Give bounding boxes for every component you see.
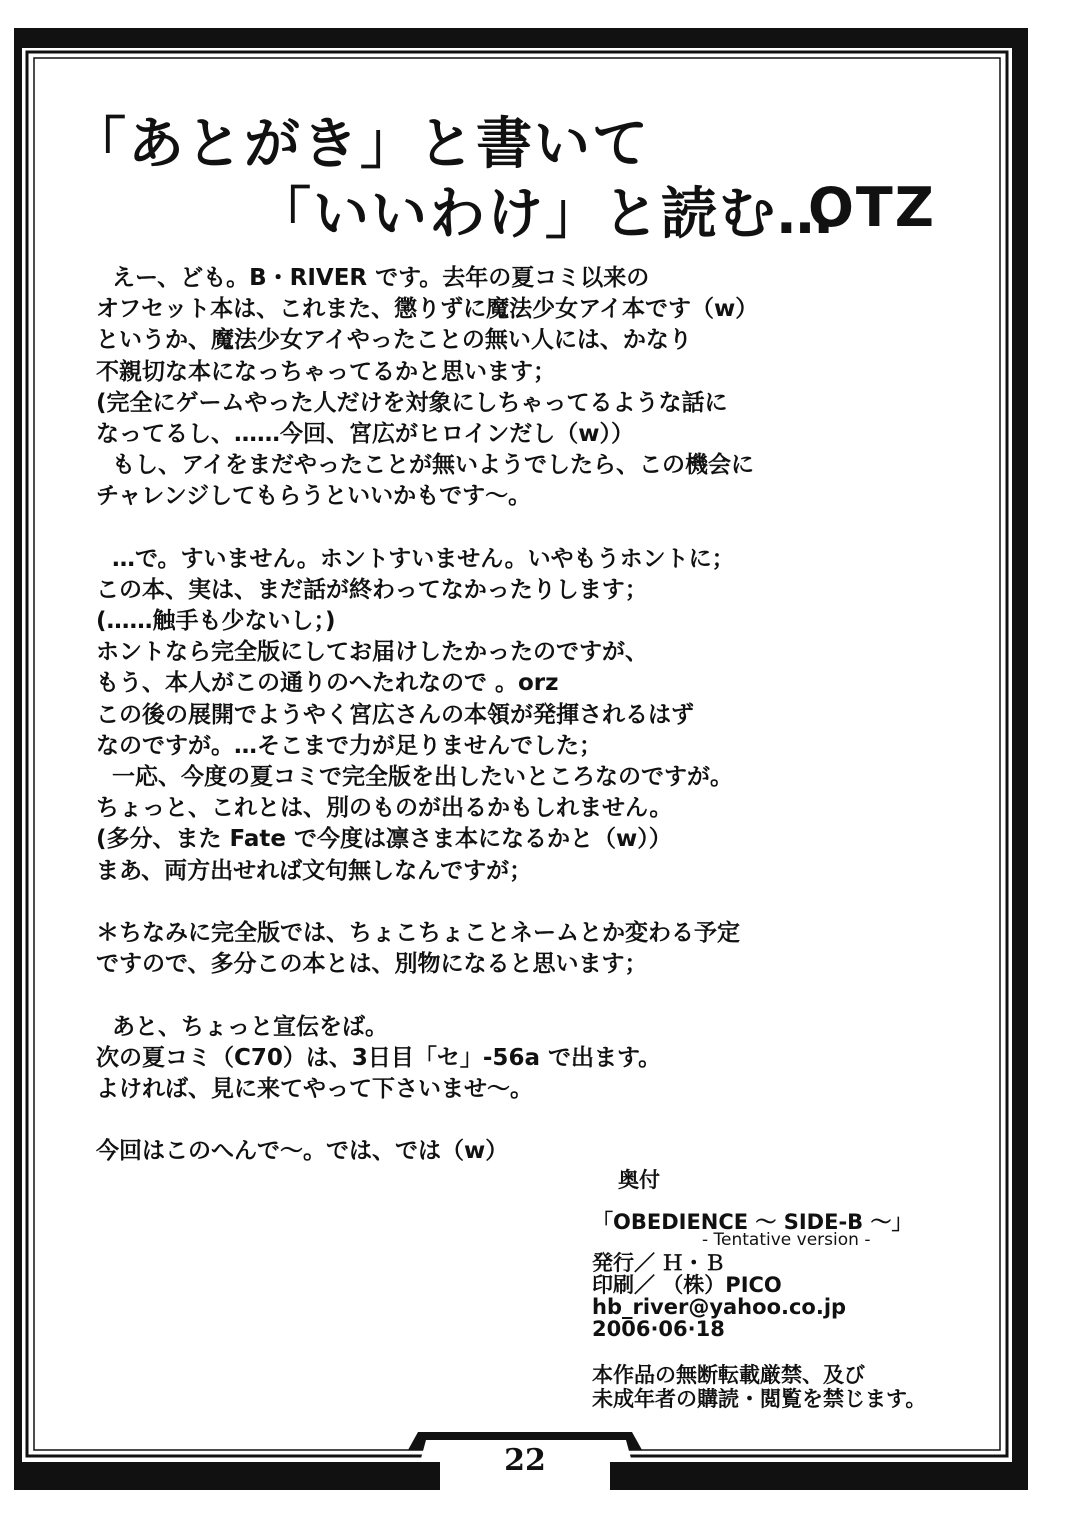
title-block bbox=[60, 100, 960, 247]
body-line: チャレンジしてもらうといいかもです～。 bbox=[96, 483, 532, 510]
body-line: 不親切な本になっちゃってるかと思います； bbox=[96, 358, 556, 385]
body-line bbox=[96, 980, 816, 1011]
colophon-notice-2: 未成年者の購読・閲覧を禁じます。 bbox=[592, 1387, 927, 1411]
body-line: あと、ちょっと宣伝をば。 bbox=[96, 1013, 389, 1040]
afterword-body bbox=[96, 263, 816, 1167]
colophon-notice-1: 本作品の無断転載厳禁、及び bbox=[592, 1363, 865, 1387]
body-line: オフセット本は、これまた、懲りずに魔法少女アイ本です（w） bbox=[96, 296, 759, 323]
page-number: 22 bbox=[504, 1443, 546, 1478]
body-line: (完全にゲームやった人だけを対象にしちゃってるような話に bbox=[96, 389, 728, 416]
body-line bbox=[96, 1105, 816, 1136]
body-line: 次の夏コミ（C70）は、3日目「セ」-56a で出ます。 bbox=[96, 1044, 662, 1071]
body-line: なってるし、……今回、宮広がヒロインだし（w）） bbox=[96, 420, 635, 447]
colophon-date: 2006·06·18 bbox=[592, 1317, 725, 1341]
title-line-1: 「あとがき」と書いて bbox=[70, 112, 650, 177]
body-line: この後の展開でようやく宮広さんの本領が発揮されるはず bbox=[96, 701, 694, 728]
colophon-heading: 奥付 bbox=[618, 1168, 660, 1192]
body-line: この本、実は、まだ話が終わってなかったりします； bbox=[96, 576, 648, 603]
body-line: もう、本人がこの通りのへたれなので 。orz bbox=[96, 670, 559, 697]
body-line: まあ、両方出せれば文句無しなんですが； bbox=[96, 857, 533, 884]
colophon-publisher: 発行／ Ｈ・Ｂ bbox=[592, 1251, 726, 1275]
body-line: 一応、今度の夏コミで完全版を出したいところなのですが。 bbox=[96, 764, 734, 790]
body-line: (……触手も少ないし；) bbox=[96, 608, 336, 635]
title-otz: OTZ bbox=[808, 176, 936, 239]
title-line-2: 「いいわけ」と読む… bbox=[255, 182, 835, 247]
body-line bbox=[96, 513, 816, 544]
body-line: ちょっと、これとは、別のものが出るかもしれません。 bbox=[96, 795, 673, 822]
body-line: (多分、また Fate で今度は凛さま本になるかと（w）） bbox=[96, 826, 672, 853]
body-line: もし、アイをまだやったことが無いようでしたら、この機会に bbox=[96, 452, 754, 479]
body-line: …で。すいません。ホントすいません。いやもうホントに； bbox=[96, 545, 735, 572]
body-line: なのですが。…そこまで力が足りませんでした； bbox=[96, 732, 602, 759]
body-line: えー、ども。B・RIVER です。去年の夏コミ以来の bbox=[96, 265, 650, 291]
colophon-email: hb_river@yahoo.co.jp bbox=[592, 1295, 847, 1319]
colophon-printer: 印刷／ （株）PICO bbox=[592, 1273, 782, 1297]
body-line: ですので、多分この本とは、別物になると思います； bbox=[96, 951, 648, 978]
body-line: 今回はこのへんで～。では、では（w） bbox=[96, 1138, 509, 1165]
body-line: というか、魔法少女アイやったことの無い人には、かなり bbox=[96, 327, 692, 354]
colophon-version: - Tentative version - bbox=[702, 1230, 871, 1250]
colophon-title: 「OBEDIENCE ～ SIDE-B ～」 bbox=[592, 1210, 913, 1234]
body-line: よければ、見に来てやって下さいませ～。 bbox=[96, 1075, 533, 1102]
body-line bbox=[96, 887, 816, 918]
body-line: ＊ちなみに完全版では、ちょこちょことネームとか変わる予定 bbox=[96, 919, 740, 946]
body-line: ホントなら完全版にしてお届けしたかったのですが、 bbox=[96, 639, 648, 666]
